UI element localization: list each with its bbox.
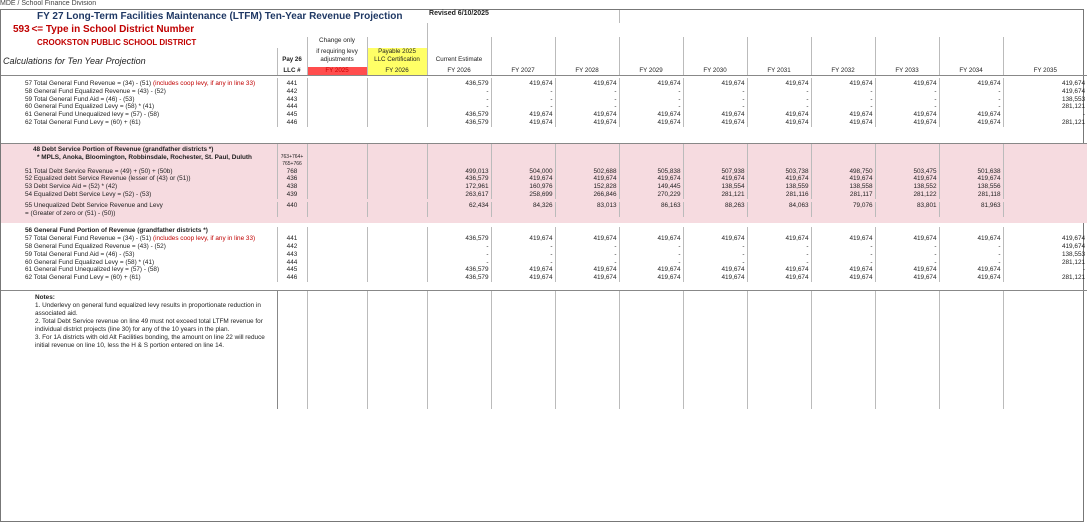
value-cell: 419,674 (619, 266, 683, 274)
value-cell: 419,674 (555, 266, 619, 274)
value-cell: - (875, 259, 939, 267)
revised-date: Revised 6/10/2025 (429, 10, 489, 17)
value-cell: 504,000 (491, 168, 555, 176)
llc-code: 443 (277, 251, 307, 259)
value-cell: 419,674 (1003, 88, 1087, 96)
table-row (1, 191, 1087, 199)
value-cell: 88,263 (683, 202, 747, 218)
value-cell: 419,674 (811, 175, 875, 183)
value-cell: 86,163 (619, 202, 683, 218)
value-cell: 436,579 (427, 111, 491, 119)
year-header: FY 2029 (619, 67, 683, 76)
value-cell: - (811, 259, 875, 267)
value-cell (1003, 191, 1087, 199)
row-label: 62 Total General Fund Levy = (60) + (61) (25, 274, 141, 282)
adjust-cell[interactable] (307, 274, 367, 282)
cert-cell (367, 168, 427, 176)
cert-cell (367, 119, 427, 127)
value-cell: 419,674 (555, 175, 619, 183)
value-cell: - (811, 103, 875, 111)
value-cell: 266,846 (555, 191, 619, 199)
adjust-cell[interactable] (307, 78, 367, 88)
value-cell: 436,579 (427, 175, 491, 183)
value-cell: - (875, 103, 939, 111)
payable-header: Payable 2025 (367, 48, 427, 56)
value-cell: 419,674 (619, 111, 683, 119)
adjust-cell[interactable] (307, 175, 367, 183)
value-cell: 419,674 (747, 78, 811, 88)
adjustments-header: adjustments (307, 56, 367, 67)
value-cell: 419,674 (555, 274, 619, 282)
year-header: FY 2032 (811, 67, 875, 76)
value-cell: 138,559 (747, 183, 811, 191)
cert-cell (367, 191, 427, 199)
value-cell: 419,674 (939, 119, 1003, 127)
year-header: FY 2035 (1003, 67, 1087, 76)
value-cell: - (811, 96, 875, 104)
value-cell (1003, 168, 1087, 176)
value-cell: 419,674 (811, 119, 875, 127)
llc-code: 436 (277, 175, 307, 183)
value-cell: 419,674 (875, 266, 939, 274)
row-label: 58 General Fund Equalized Revenue = (43) - (52) (25, 87, 166, 95)
value-cell: 281,121 (1003, 274, 1087, 282)
row-label: 54 Equalized Debt Service Levy = (52) - (53) (1, 191, 277, 199)
year-header: FY 2031 (747, 67, 811, 76)
row-label: 57 Total General Fund Revenue = (34) - (51) (includes coop levy, if any in line 33) (25, 235, 256, 243)
cert-cell (367, 175, 427, 183)
value-cell: 419,674 (1003, 235, 1087, 243)
adjust-cell[interactable] (307, 251, 367, 259)
value-cell: 499,013 (427, 168, 491, 176)
value-cell: - (939, 88, 1003, 96)
table-row (1, 175, 1087, 183)
value-cell: 436,579 (427, 235, 491, 243)
value-cell: 419,674 (683, 78, 747, 88)
value-cell: - (683, 96, 747, 104)
cert-cell (367, 111, 427, 119)
value-cell: 419,674 (747, 266, 811, 274)
value-cell: - (683, 103, 747, 111)
table-row (1, 78, 1087, 88)
llc-code: 442 (277, 243, 307, 251)
value-cell: 505,838 (619, 168, 683, 176)
value-cell: 419,674 (811, 111, 875, 119)
llc-cert-header: LLC Certification (367, 56, 427, 67)
value-cell: - (491, 243, 555, 251)
value-cell: - (619, 259, 683, 267)
value-cell: - (683, 259, 747, 267)
llc-code: 438 (277, 183, 307, 191)
llc-code: 444 (277, 259, 307, 267)
value-cell: - (555, 96, 619, 104)
value-cell: 419,674 (939, 266, 1003, 274)
value-cell: - (747, 251, 811, 259)
value-cell: 419,674 (811, 266, 875, 274)
table-row (1, 103, 1087, 111)
value-cell: 419,674 (875, 78, 939, 88)
value-cell: 419,674 (683, 119, 747, 127)
cert-cell (367, 88, 427, 96)
cert-cell (367, 103, 427, 111)
value-cell: 152,828 (555, 183, 619, 191)
value-cell: 419,674 (619, 235, 683, 243)
row-label: 57 Total General Fund Revenue = (34) - (51) (includes coop levy, if any in line 33) (25, 80, 256, 87)
value-cell (1003, 183, 1087, 191)
value-cell: 419,674 (875, 235, 939, 243)
grandfather-note: * MPLS, Anoka, Bloomington, Robbinsdale, Rochester, St. Paul, Duluth (1, 154, 277, 168)
value-cell: 281,121 (683, 191, 747, 199)
table-row (1, 274, 1087, 282)
table-row (1, 251, 1087, 259)
llc-code: 439 (277, 191, 307, 199)
value-cell: 419,674 (491, 175, 555, 183)
value-cell: 419,674 (811, 235, 875, 243)
value-cell: - (427, 251, 491, 259)
adjust-cell[interactable] (307, 96, 367, 104)
value-cell: - (491, 259, 555, 267)
value-cell: 419,674 (939, 235, 1003, 243)
row-label: 62 Total General Fund Levy = (60) + (61) (25, 118, 141, 126)
llc-header: LLC # (277, 67, 307, 76)
table-row (1, 266, 1087, 274)
value-cell: 503,738 (747, 168, 811, 176)
value-cell: 172,961 (427, 183, 491, 191)
cert-cell (367, 243, 427, 251)
row-label: 59 Total General Fund Aid = (46) - (53) (25, 95, 135, 103)
value-cell: 419,674 (683, 235, 747, 243)
value-cell: - (619, 251, 683, 259)
table-row (1, 119, 1087, 127)
table-row (1, 259, 1087, 267)
value-cell: 62,434 (427, 202, 491, 218)
value-cell: 138,558 (811, 183, 875, 191)
value-cell: 263,617 (427, 191, 491, 199)
value-cell: - (939, 103, 1003, 111)
value-cell: 419,674 (1003, 243, 1087, 251)
notes-row (1, 290, 1087, 409)
table-row (1, 202, 1087, 218)
value-cell: 138,556 (939, 183, 1003, 191)
value-cell: - (427, 96, 491, 104)
cert-cell (367, 266, 427, 274)
table-row (1, 183, 1087, 191)
llc-code: 441 (277, 235, 307, 243)
table-row (1, 88, 1087, 96)
row-label: 52 Equalized debt Service Revenue (lesser of (43) or (51)) (1, 175, 277, 183)
notes (1, 290, 277, 409)
value-cell: 436,579 (427, 78, 491, 88)
adjust-cell[interactable] (307, 88, 367, 96)
value-cell: 270,229 (619, 191, 683, 199)
value-cell: 419,674 (747, 274, 811, 282)
district-number-input[interactable]: 593 (13, 24, 30, 35)
value-cell: 503,475 (875, 168, 939, 176)
value-cell: - (427, 103, 491, 111)
row-label: 55 Unequalized Debt Service Revenue and Levy = (Greater of zero or (51) - (50)) (1, 202, 277, 218)
row-label: 58 General Fund Equalized Revenue = (43) - (52) (25, 242, 166, 250)
value-cell: 149,445 (619, 183, 683, 191)
value-cell: 83,801 (875, 202, 939, 218)
value-cell: 419,674 (619, 78, 683, 88)
spacer-row (1, 282, 1087, 291)
year-header: FY 2027 (491, 67, 555, 76)
pay26-header: Pay 26 (277, 56, 307, 67)
value-cell: 281,116 (747, 191, 811, 199)
value-cell: 419,674 (811, 78, 875, 88)
value-cell: - (619, 96, 683, 104)
table-row (1, 243, 1087, 251)
value-cell: - (683, 243, 747, 251)
value-cell: 138,552 (875, 183, 939, 191)
value-cell: 83,013 (555, 202, 619, 218)
value-cell: - (939, 259, 1003, 267)
value-cell: 419,674 (683, 111, 747, 119)
value-cell: - (619, 103, 683, 111)
value-cell: 498,750 (811, 168, 875, 176)
value-cell: - (427, 259, 491, 267)
value-cell: 419,674 (491, 119, 555, 127)
cert-cell (367, 251, 427, 259)
llc-code: 442 (277, 88, 307, 96)
value-cell: 81,963 (939, 202, 1003, 218)
adjust-cell[interactable] (307, 266, 367, 274)
projection-table (1, 10, 1087, 409)
row-label: 53 Debt Service Aid = (52) * (42) (1, 183, 277, 191)
value-cell: 419,674 (619, 175, 683, 183)
value-cell: - (491, 103, 555, 111)
value-cell: 419,674 (1003, 78, 1087, 88)
llc-code: 440 (277, 202, 307, 218)
year-header: FY 2030 (683, 67, 747, 76)
value-cell: 436,579 (427, 274, 491, 282)
district-prompt: <= Type in School District Number (31, 24, 195, 35)
row-label: 59 Total General Fund Aid = (46) - (53) (25, 250, 135, 258)
llc-code: 763+764+ 765+766 (277, 154, 307, 168)
value-cell: 507,938 (683, 168, 747, 176)
value-cell: 79,076 (811, 202, 875, 218)
value-cell: 502,688 (555, 168, 619, 176)
adjust-cell[interactable] (307, 259, 367, 267)
value-cell: 84,063 (747, 202, 811, 218)
value-cell: 419,674 (491, 266, 555, 274)
value-cell: - (747, 88, 811, 96)
value-cell: 419,674 (875, 175, 939, 183)
value-cell: - (555, 88, 619, 96)
value-cell: - (811, 251, 875, 259)
spreadsheet (0, 9, 1084, 522)
value-cell: 419,674 (619, 119, 683, 127)
row-label: 60 General Fund Equalized Levy = (58) * (41) (25, 258, 155, 266)
adjust-cell[interactable] (307, 111, 367, 119)
value-cell: 419,674 (683, 274, 747, 282)
fy2026-cert-header: FY 2026 (367, 67, 427, 76)
table-row (1, 235, 1087, 243)
table-row (1, 96, 1087, 104)
cert-cell (367, 235, 427, 243)
value-cell: - (555, 243, 619, 251)
notes-title: Notes: (35, 293, 55, 301)
value-cell: 258,699 (491, 191, 555, 199)
adjust-cell[interactable] (307, 183, 367, 191)
value-cell: 419,674 (875, 111, 939, 119)
adjust-cell[interactable] (307, 202, 367, 218)
value-cell: - (747, 96, 811, 104)
cert-cell (367, 259, 427, 267)
adjust-cell[interactable] (307, 103, 367, 111)
change-only-header: Change only (307, 37, 367, 48)
value-cell: - (747, 259, 811, 267)
cert-cell (367, 274, 427, 282)
value-cell: - (555, 103, 619, 111)
table-row (1, 111, 1087, 119)
value-cell: 419,674 (683, 266, 747, 274)
adjust-cell[interactable] (307, 168, 367, 176)
value-cell: - (1003, 266, 1087, 274)
row-label: 61 General Fund Unequalized levy = (57) - (58) (25, 266, 160, 274)
section-subheading-row (1, 154, 1087, 168)
value-cell: 281,118 (939, 191, 1003, 199)
value-cell: - (875, 243, 939, 251)
value-cell: - (491, 96, 555, 104)
value-cell: 501,638 (939, 168, 1003, 176)
value-cell: 419,674 (939, 175, 1003, 183)
value-cell: - (555, 251, 619, 259)
year-header: FY 2028 (555, 67, 619, 76)
value-cell: 281,121 (1003, 259, 1087, 267)
value-cell: 281,122 (875, 191, 939, 199)
value-cell: 419,674 (683, 175, 747, 183)
value-cell: 419,674 (555, 78, 619, 88)
if-requiring-header: if requiring levy (307, 48, 367, 56)
crop-header: MDE / School Finance Division (0, 0, 97, 7)
value-cell: - (427, 88, 491, 96)
value-cell: 160,976 (491, 183, 555, 191)
value-cell: - (939, 96, 1003, 104)
page-title: FY 27 Long-Term Facilities Maintenance (LTFM) Ten-Year Revenue Projection (37, 11, 403, 22)
year-header: FY 2033 (875, 67, 939, 76)
llc-code: 445 (277, 111, 307, 119)
value-cell: 419,674 (491, 111, 555, 119)
llc-code: 444 (277, 103, 307, 111)
value-cell: - (811, 243, 875, 251)
value-cell: - (555, 259, 619, 267)
value-cell: 419,674 (875, 119, 939, 127)
district-name: CROOKSTON PUBLIC SCHOOL DISTRICT (37, 38, 197, 47)
value-cell: - (427, 243, 491, 251)
value-cell: - (491, 251, 555, 259)
value-cell: 436,579 (427, 266, 491, 274)
value-cell: - (875, 251, 939, 259)
note-item: 3. For 1A districts with old Alt Facilities bonding, the amount on line 22 will reduce initial revenue on line 10, less the H & S portion entered on line 14. (35, 333, 265, 349)
value-cell: - (619, 243, 683, 251)
value-cell: 138,553 (1003, 251, 1087, 259)
llc-code: 441 (277, 78, 307, 88)
value-cell: 419,674 (747, 119, 811, 127)
llc-code: 446 (277, 274, 307, 282)
value-cell: 419,674 (811, 274, 875, 282)
value-cell: 84,326 (491, 202, 555, 218)
value-cell: 281,121 (1003, 103, 1087, 111)
adjust-cell[interactable] (307, 119, 367, 127)
llc-code: 768 (277, 168, 307, 176)
year-header: FY 2026 (427, 67, 491, 76)
value-cell (1003, 175, 1087, 183)
value-cell: - (875, 96, 939, 104)
cert-cell (367, 78, 427, 88)
value-cell: 419,674 (555, 119, 619, 127)
llc-code: 443 (277, 96, 307, 104)
value-cell: 436,579 (427, 119, 491, 127)
value-cell: 419,674 (491, 274, 555, 282)
note-item: 2. Total Debt Service revenue on line 49 must not exceed total LTFM revenue for individual district projects (line 30) for any of the 10 years in the plan. (35, 317, 263, 333)
llc-code: 446 (277, 119, 307, 127)
value-cell: 419,674 (555, 111, 619, 119)
cert-cell (367, 96, 427, 104)
debt-service-heading: 48 Debt Service Portion of Revenue (grandfather districts *) (1, 143, 277, 153)
value-cell: - (619, 88, 683, 96)
value-cell: - (939, 243, 1003, 251)
calc-label: Calculations for Ten Year Projection (3, 56, 146, 66)
value-cell: 419,674 (747, 235, 811, 243)
value-cell: 419,674 (491, 235, 555, 243)
value-cell: 419,674 (875, 274, 939, 282)
row-label: 51 Total Debt Service Revenue = (49) + (50) + (50b) (1, 168, 277, 176)
adjust-cell[interactable] (307, 191, 367, 199)
value-cell: - (747, 103, 811, 111)
value-cell: 419,674 (939, 274, 1003, 282)
general-fund-heading: 56 General Fund Portion of Revenue (grandfather districts *) (25, 227, 208, 235)
value-cell: 419,674 (939, 78, 1003, 88)
value-cell: - (683, 251, 747, 259)
note-item: 1. Underlevy on general fund equalized levy results in proportionate reduction in associated aid. (35, 301, 261, 317)
value-cell: 419,674 (939, 111, 1003, 119)
value-cell: 419,674 (747, 111, 811, 119)
value-cell (1003, 202, 1087, 218)
fy2025-adjust-header: FY 2025 (307, 67, 367, 76)
year-header: FY 2034 (939, 67, 1003, 76)
value-cell: 281,117 (811, 191, 875, 199)
value-cell: - (939, 251, 1003, 259)
cert-cell (367, 202, 427, 218)
current-estimate-header: Current Estimate (427, 56, 491, 67)
value-cell: 138,554 (683, 183, 747, 191)
value-cell: 419,674 (491, 78, 555, 88)
value-cell: - (491, 88, 555, 96)
value-cell: 138,553 (1003, 96, 1087, 104)
spacer-row (1, 127, 1087, 144)
section-heading-row (1, 143, 1087, 153)
value-cell: - (683, 88, 747, 96)
value-cell: - (811, 88, 875, 96)
value-cell: 419,674 (555, 235, 619, 243)
adjust-cell[interactable] (307, 243, 367, 251)
value-cell: - (747, 243, 811, 251)
row-label: 61 General Fund Unequalized levy = (57) - (58) (25, 111, 160, 119)
table-row (1, 168, 1087, 176)
llc-code: 445 (277, 266, 307, 274)
adjust-cell[interactable] (307, 235, 367, 243)
value-cell: 419,674 (619, 274, 683, 282)
value-cell: 419,674 (747, 175, 811, 183)
value-cell: - (875, 88, 939, 96)
section-heading-row (1, 227, 1087, 235)
row-label: 60 General Fund Equalized Levy = (58) * (41) (25, 103, 155, 111)
value-cell: - (1003, 111, 1087, 119)
value-cell: 281,121 (1003, 119, 1087, 127)
cert-cell (367, 183, 427, 191)
